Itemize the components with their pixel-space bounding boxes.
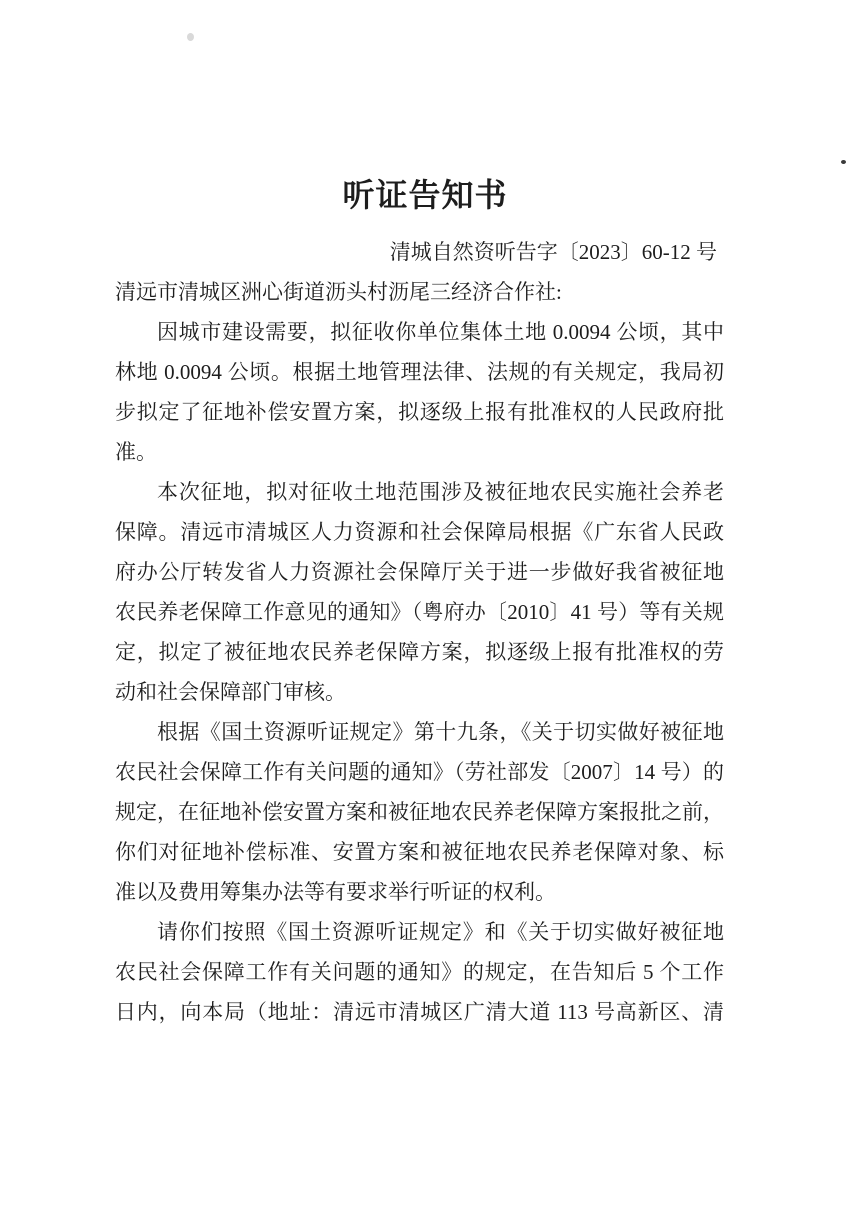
document-line: 日内，向本局（地址：清远市清城区广清大道 113 号高新区、清 xyxy=(115,1000,724,1024)
document-line: 准以及费用筹集办法等有要求举行听证的权利。 xyxy=(115,880,556,904)
document-line: 林地 0.0094 公顷。根据土地管理法律、法规的有关规定，我局初 xyxy=(115,360,724,384)
paragraph xyxy=(0,472,850,712)
document-line: 根据《国土资源听证规定》第十九条，《关于切实做好被征地 xyxy=(157,720,724,744)
document-line: 动和社会保障部门审核。 xyxy=(115,680,346,704)
paragraph xyxy=(0,912,850,1032)
document-line: 农民养老保障工作意见的通知》（粤府办〔2010〕41 号）等有关规 xyxy=(115,600,724,624)
scan-artifact xyxy=(187,33,194,41)
document-line: 本次征地，拟对征收土地范围涉及被征地农民实施社会养老 xyxy=(157,480,724,504)
document-line: 步拟定了征地补偿安置方案，拟逐级上报有批准权的人民政府批 xyxy=(115,400,724,424)
scan-artifact xyxy=(841,160,846,164)
document-line: 定，拟定了被征地农民养老保障方案，拟逐级上报有批准权的劳 xyxy=(115,640,724,664)
document-line: 农民社会保障工作有关问题的通知》的规定，在告知后 5 个工作 xyxy=(115,960,724,984)
document-line: 农民社会保障工作有关问题的通知》（劳社部发〔2007〕14 号）的 xyxy=(115,760,724,784)
addressee-line: 清远市清城区洲心街道沥头村沥尾三经济合作社: xyxy=(115,280,562,304)
document-line: 保障。清远市清城区人力资源和社会保障局根据《广东省人民政 xyxy=(115,520,724,544)
document-line: 规定，在征地补偿安置方案和被征地农民养老保障方案报批之前， xyxy=(115,800,724,824)
document-line: 准。 xyxy=(115,440,157,464)
document-line: 因城市建设需要，拟征收你单位集体土地 0.0094 公顷，其中 xyxy=(157,320,724,344)
document-title: 听证告知书 xyxy=(342,177,508,213)
document-body xyxy=(0,312,850,1032)
paragraph xyxy=(0,712,850,912)
document-number: 清城自然资听告字〔2023〕60-12 号 xyxy=(389,240,717,264)
document-line: 府办公厅转发省人力资源社会保障厅关于进一步做好我省被征地 xyxy=(115,560,724,584)
document-line: 请你们按照《国土资源听证规定》和《关于切实做好被征地 xyxy=(157,920,724,944)
document-line: 你们对征地补偿标准、安置方案和被征地农民养老保障对象、标 xyxy=(115,840,724,864)
paragraph xyxy=(0,312,850,472)
